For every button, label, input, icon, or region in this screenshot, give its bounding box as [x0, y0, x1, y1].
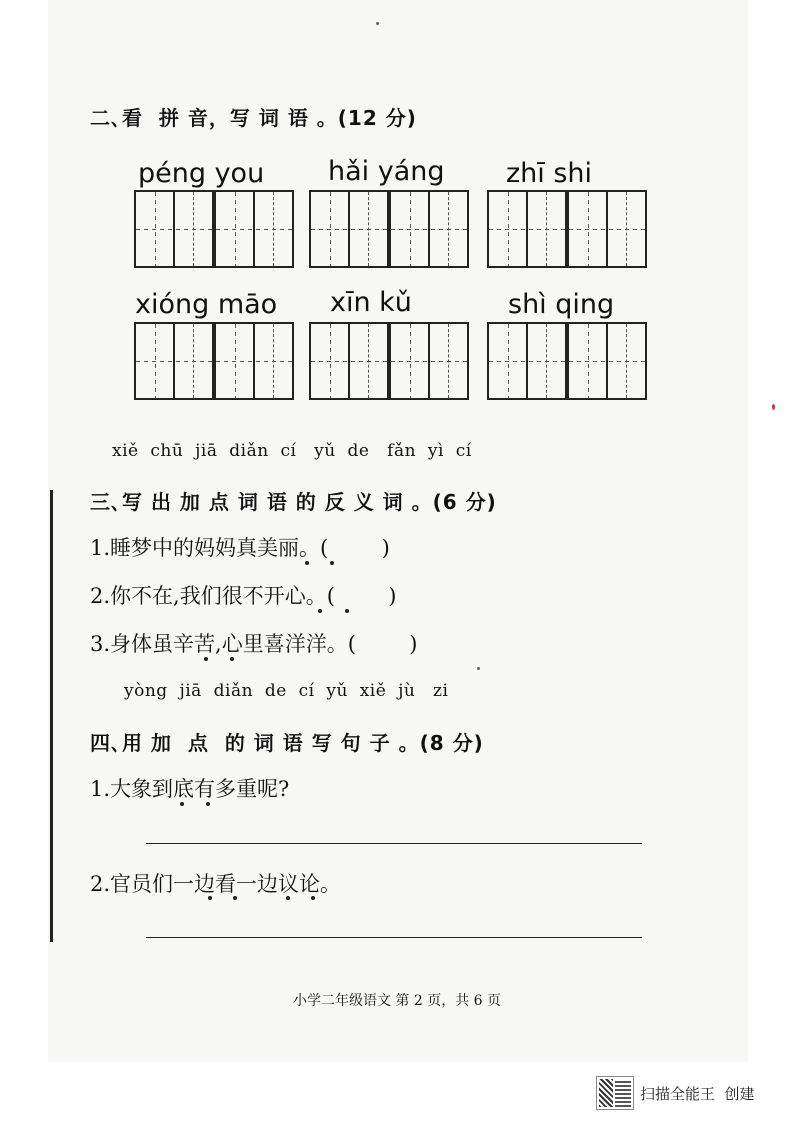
writing-grid-cell[interactable]: [487, 190, 567, 268]
answer-line[interactable]: [146, 937, 642, 938]
writing-grid-cell[interactable]: [389, 322, 469, 400]
writing-grid-cell[interactable]: [567, 190, 647, 268]
section-3-item-3: 3.身体虽辛苦,心里喜洋洋。( ): [90, 632, 418, 656]
emphasis-dot: [204, 657, 208, 661]
section-4-pinyin: yòng jiā diǎn de cí yǔ xiě jù zi: [124, 681, 449, 701]
page-footer: 小学二年级语文 第 2 页，共 6 页: [292, 993, 502, 1009]
answer-line[interactable]: [146, 843, 642, 844]
writing-grid-cell[interactable]: [487, 322, 567, 400]
section-3-item-2: 2.你不在,我们很不开心。( ): [90, 584, 397, 608]
writing-grid-cell[interactable]: [134, 190, 214, 268]
writing-grid-cell[interactable]: [134, 322, 214, 400]
pinyin-word-4: xióng māo: [135, 289, 278, 320]
emphasis-dot: [180, 802, 184, 806]
writing-grid-cell[interactable]: [309, 190, 389, 268]
emphasis-dot: [233, 896, 237, 900]
emphasis-dot: [208, 896, 212, 900]
section-4-item-2: 2.官员们一边看一边议论。: [90, 872, 342, 896]
pinyin-word-6: shì qing: [508, 289, 615, 320]
emphasis-dot: [206, 802, 210, 806]
pinyin-word-1: péng you: [138, 158, 265, 189]
pinyin-word-3: zhī shi: [506, 158, 593, 189]
section-4-heading: 四､用 加 点 的 词 语 写 句 子 。(8 分): [90, 731, 484, 755]
writing-grid-cell[interactable]: [214, 322, 294, 400]
section-2-heading: 二､看 拼 音，写 词 语 。(12 分): [90, 106, 417, 130]
emphasis-dot: [330, 561, 334, 565]
scan-speck: [477, 667, 480, 670]
scan-speck: [376, 22, 379, 25]
section-3-heading: 三､写 出 加 点 词 语 的 反 义 词 。(6 分): [90, 490, 497, 514]
scanner-text: 扫描全能王 创建: [640, 1084, 755, 1103]
camscanner-logo-icon: [596, 1076, 634, 1110]
emphasis-dot: [311, 896, 315, 900]
emphasis-dot: [318, 609, 322, 613]
emphasis-dot: [230, 657, 234, 661]
binding-line: [50, 490, 53, 942]
writing-grid-cell[interactable]: [309, 322, 389, 400]
scanner-watermark: [596, 1076, 755, 1110]
emphasis-dot: [286, 896, 290, 900]
section-3-pinyin: xiě chū jiā diǎn cí yǔ de fǎn yì cí: [112, 441, 472, 461]
writing-grid-cell[interactable]: [389, 190, 469, 268]
writing-grid-cell[interactable]: [214, 190, 294, 268]
section-3-item-1: 1.睡梦中的妈妈真美丽。( ): [90, 536, 390, 560]
scan-speck: [772, 404, 775, 410]
emphasis-dot: [305, 561, 309, 565]
emphasis-dot: [345, 609, 349, 613]
writing-grid-cell[interactable]: [567, 322, 647, 400]
section-4-item-1: 1.大象到底有多重呢?: [90, 777, 290, 801]
pinyin-word-5: xīn kǔ: [330, 287, 412, 318]
pinyin-word-2: hǎi yáng: [328, 156, 445, 187]
